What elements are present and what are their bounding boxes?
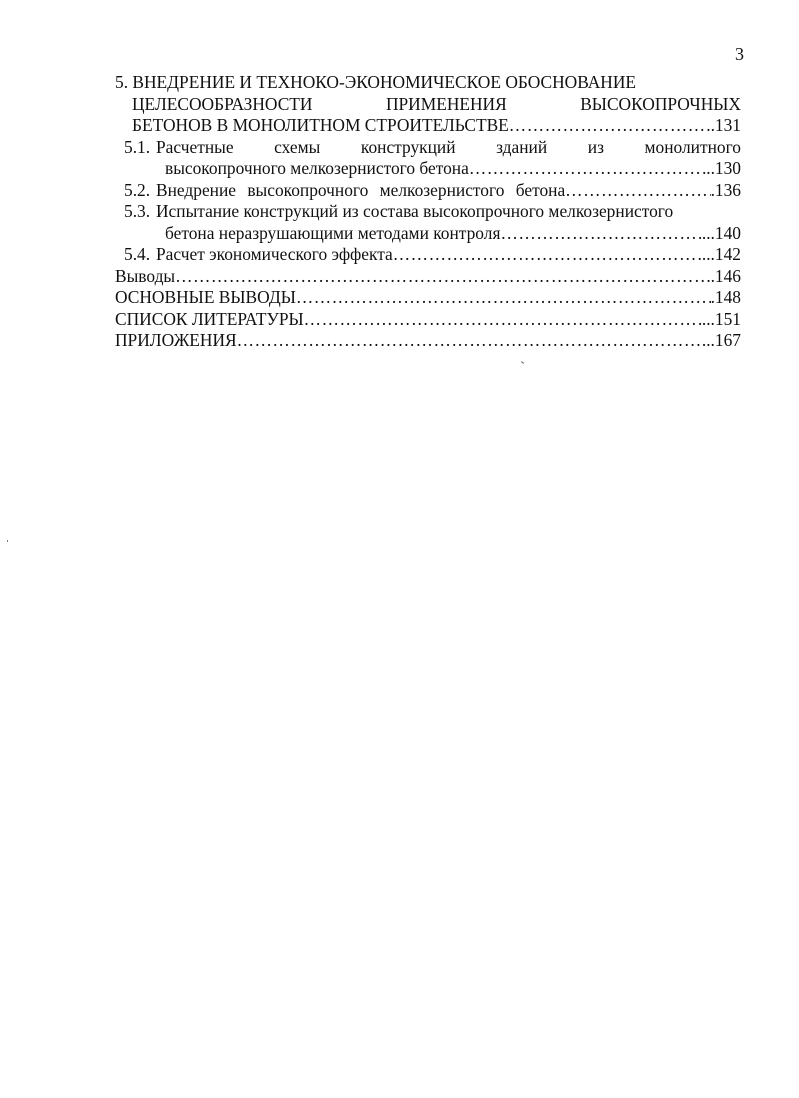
toc-entry-appendices[interactable]: [115, 330, 741, 352]
toc-entry-title: БЕТОНОВ В МОНОЛИТНОМ СТРОИТЕЛЬСТВЕ: [132, 115, 509, 135]
dot-leader: [393, 244, 702, 266]
toc-entry-5-3[interactable]: [124, 201, 741, 223]
toc-entry-main-conclusions[interactable]: [115, 287, 741, 309]
scan-speck: [7, 540, 8, 542]
toc-entry-title: ОСНОВНЫЕ ВЫВОДЫ: [115, 287, 296, 307]
dot-leader: [296, 287, 711, 309]
toc-page-number: ...151: [701, 308, 741, 329]
toc-entry-title: Испытание конструкций из состава высокопрочного мелкозернистого: [156, 201, 674, 221]
toc-entry-5-1[interactable]: [124, 137, 741, 159]
toc-page-number: .146: [710, 265, 741, 286]
toc-entry-conclusions[interactable]: [115, 266, 741, 288]
toc-entry-references[interactable]: [115, 309, 741, 331]
toc-entry-title-last-line: [165, 158, 741, 180]
scan-speck: [521, 361, 524, 364]
toc-page-number: ...142: [701, 244, 741, 264]
toc-entry-chapter-5[interactable]: [115, 72, 741, 94]
toc-entry-title: Внедрение высокопрочного мелкозернистого бетона: [156, 179, 566, 200]
page-number: 3: [735, 44, 744, 64]
toc-entry-title: бетона неразрушающими методами контроля: [165, 222, 501, 243]
section-number: 5.3.: [124, 201, 151, 221]
section-number: 5.4.: [124, 244, 151, 264]
dot-leader: [500, 223, 701, 245]
toc-entry-title: СПИСОК ЛИТЕРАТУРЫ: [115, 308, 304, 329]
toc-page-number: ..130: [706, 158, 741, 178]
section-number: 5.2.: [124, 179, 151, 200]
toc-entry-title: Выводы: [115, 265, 176, 286]
dot-leader: [565, 180, 710, 202]
toc-page-number: .136: [710, 179, 741, 200]
toc-entry-5-4[interactable]: [124, 244, 741, 266]
toc-entry-title-last-line: [165, 223, 741, 245]
toc-page-number: .148: [710, 287, 741, 307]
section-number: 5.1.: [124, 136, 151, 157]
table-of-contents: [115, 72, 741, 352]
toc-entry-title-continuation: ЦЕЛЕСООБРАЗНОСТИ ПРИМЕНЕНИЯ ВЫСОКОПРОЧНЫХ: [132, 93, 741, 114]
toc-entry-title-last-line: [132, 115, 741, 137]
toc-page-number: ..131: [706, 115, 741, 135]
toc-page-number: ...167: [701, 330, 741, 350]
dot-leader: [175, 266, 710, 288]
dot-leader: [304, 309, 702, 331]
toc-entry-title: 5. ВНЕДРЕНИЕ И ТЕХНОКО-ЭКОНОМИЧЕСКОЕ ОБОСНОВАНИЕ: [115, 72, 637, 92]
toc-entry-5-2[interactable]: [124, 180, 741, 202]
toc-entry-title: высокопрочного мелкозернистого бетона: [165, 158, 469, 178]
dot-leader: [509, 115, 706, 137]
dot-leader: [469, 158, 706, 180]
toc-page-number: ...140: [701, 222, 741, 243]
toc-entry-title: Расчет экономического эффекта: [156, 244, 393, 264]
dot-leader: [237, 330, 702, 352]
toc-entry-title: ПРИЛОЖЕНИЯ: [115, 330, 237, 350]
toc-entry-title: Расчетные схемы конструкций зданий из монолитного: [156, 136, 741, 157]
